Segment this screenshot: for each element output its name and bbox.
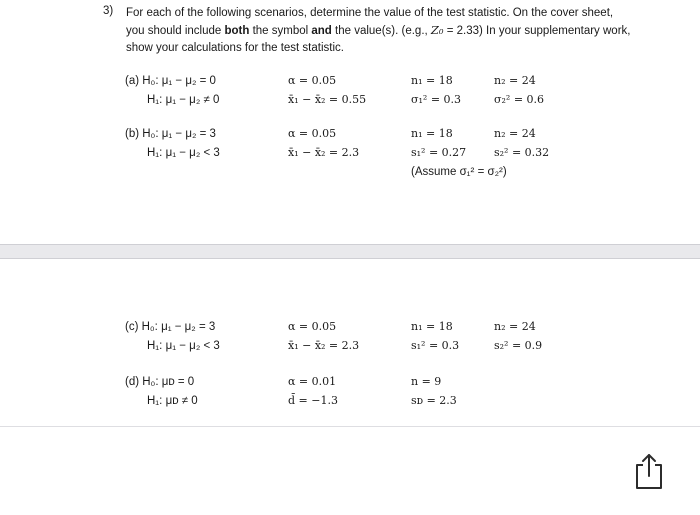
question-number: 3)	[103, 5, 114, 17]
scenario-a-h0: (a) H₀: μ₁ − μ₂ = 0	[125, 75, 216, 87]
share-icon[interactable]	[632, 451, 666, 491]
scenario-d-h0: (d) H₀: μᴅ = 0	[125, 376, 195, 388]
scenario-c-var2: s₂² = 0.9	[494, 339, 543, 352]
scenario-b-n1: n₁ = 18	[411, 127, 453, 140]
scenario-c-var1: s₁² = 0.3	[411, 339, 460, 352]
document-page-1	[0, 0, 700, 245]
document-page-2	[0, 258, 700, 427]
scenario-d-alpha: α = 0.01	[288, 375, 337, 388]
bottom-toolbar	[0, 426, 700, 515]
scenario-a-diff: x̄₁ − x̄₂ = 0.55	[288, 93, 367, 106]
scenario-c-n1: n₁ = 18	[411, 320, 453, 333]
scenario-b-note: (Assume σ₁² = σ₂²)	[411, 166, 507, 178]
scenario-b-h1: H₁: μ₁ − μ₂ < 3	[147, 147, 220, 159]
scenario-c-diff: x̄₁ − x̄₂ = 2.3	[288, 339, 360, 352]
scenario-c-h1: H₁: μ₁ − μ₂ < 3	[147, 340, 220, 352]
scenario-c-alpha: α = 0.05	[288, 320, 337, 333]
scenario-b-alpha: α = 0.05	[288, 127, 337, 140]
scenario-b-n2: n₂ = 24	[494, 127, 536, 140]
scenario-a-var2: σ₂² = 0.6	[494, 93, 545, 106]
example-symbol: Z₀	[430, 23, 444, 37]
scenario-d-h1: H₁: μᴅ ≠ 0	[147, 395, 198, 407]
scenario-d-dbar: d̄ = −1.3	[288, 394, 338, 407]
scenario-d-n: n = 9	[411, 375, 442, 388]
question-text: For each of the following scenarios, determine the value of the test statistic. On the cover sheet, you should include both the symbol and the value(s). (e.g., Z₀ = 2.33) In your supplementary work, show your calculations for the test statistic.	[126, 7, 631, 54]
scenario-a-h1: H₁: μ₁ − μ₂ ≠ 0	[147, 94, 220, 106]
scenario-b-var1: s₁² = 0.27	[411, 146, 467, 159]
scenario-a-n2: n₂ = 24	[494, 74, 536, 87]
scenario-b-h0: (b) H₀: μ₁ − μ₂ = 3	[125, 128, 216, 140]
scenario-c-n2: n₂ = 24	[494, 320, 536, 333]
scenario-a-var1: σ₁² = 0.3	[411, 93, 462, 106]
scenario-c-h0: (c) H₀: μ₁ − μ₂ = 3	[125, 321, 216, 333]
bold-both: both	[224, 25, 250, 37]
scenario-b-var2: s₂² = 0.32	[494, 146, 550, 159]
scenario-a-n1: n₁ = 18	[411, 74, 453, 87]
bold-and: and	[311, 25, 332, 37]
scenario-a-alpha: α = 0.05	[288, 74, 337, 87]
scenario-d-sd: sᴅ = 2.3	[411, 394, 457, 407]
scenario-b-diff: x̄₁ − x̄₂ = 2.3	[288, 146, 360, 159]
